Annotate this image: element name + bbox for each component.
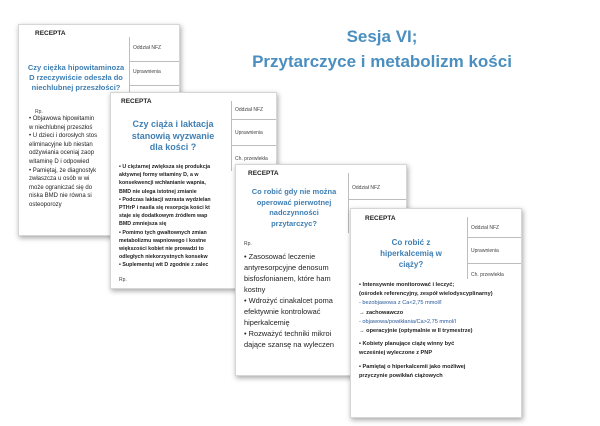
rp-label: Rp. (244, 241, 252, 247)
side-label: Uprawnienia (235, 130, 263, 136)
side-label: Uprawnienia (133, 69, 161, 75)
side-label: Oddział NFZ (352, 185, 381, 191)
card-body: • Objawowa hipowitamin w niechlubnej przeszłoś • U dzieci i dorosłych stos eliminacyjne lub niestan odżywiania oceniaj zaop witaminę D i odpowied • Pamiętaj, że diagnostyk zwłaszcza u osób w wi może ograniczać się do niska BMD nie równa si osteoporozy (29, 116, 98, 208)
rp-label: Rp. (119, 277, 127, 283)
recepta-label: RECEPTA (365, 215, 396, 222)
card-body: • Zasosować leczenie antyresorpcyjne denosum bisfosfonianem, które ham kostny • Wdrożyć cinakalcet poma efektywnie kontrolować hiperkalcemię • Rozważyć techniki mikroi dające szansę na wyleczen (244, 252, 334, 349)
recepta-label: RECEPTA (121, 98, 152, 105)
session-title-line2: Przytarczyce i metabolizm kości (252, 52, 512, 71)
card-body: • Intensywnie monitorować i leczyć; (ośrodek referencyjny, zespół wielodyscyplinarny) - bezobjawowa z Ca<2,75 mmol/l → zachowawczo - objawowa/powikłania/Ca>2,75 mmol/l → operacyjnie (optymalnie w II trymestrze) • Kobiety planujące ciążę winny być wcześniej wyleczone z PNP • Pamiętaj o hiperkalcemii jako możliwej przyczynie powikłań ciążowych (359, 282, 493, 379)
session-title (232, 24, 532, 74)
card-question: Czy ciężka hipowitaminoza D rzeczywiście odeszła do niechlubnej przeszłości? (27, 63, 125, 92)
side-label: Oddział NFZ (235, 107, 264, 113)
card-question: Co robić gdy nie można operować pierwotnej nadczynności przytarczyc? (251, 187, 337, 228)
prescription-card-4 (350, 208, 522, 418)
card-body: • U ciężarnej zwiększa się produkcja aktywnej formy witaminy D, a w konsekwencji wchłanianie wapnia, BMD nie ulega istotnej zmianie • Podczas laktacji wzrasta wydzielan PTHrP i nasila się resorpcja kości kt staje się dodatkowym źródłem wap BMD zmniejsza się • Pomimo tych gwałtownych zmian metabolizmu wapniowego i kostne większości kobiet nie prowadzi to odległych niekorzystnych konsekw • Suplementuj wit D zgodnie z zalec (119, 164, 211, 269)
side-label: Ch. przewlekła (235, 156, 268, 162)
session-title-line1: Sesja VI; (346, 27, 418, 46)
side-label: Oddział NFZ (471, 225, 500, 231)
card-question: Czy ciąża i laktacja stanowią wyzwanie dla kości ? (131, 119, 215, 152)
recepta-label: RECEPTA (35, 30, 66, 37)
rp-label: Rp. (35, 109, 43, 115)
side-label: Oddział NFZ (133, 45, 162, 51)
side-label: Uprawnienia (471, 248, 499, 254)
recepta-label: RECEPTA (248, 170, 279, 177)
card-question: Co robić z hiperkalcemią w ciąży? (380, 238, 442, 269)
side-label: Ch. przewlekła (471, 272, 504, 278)
